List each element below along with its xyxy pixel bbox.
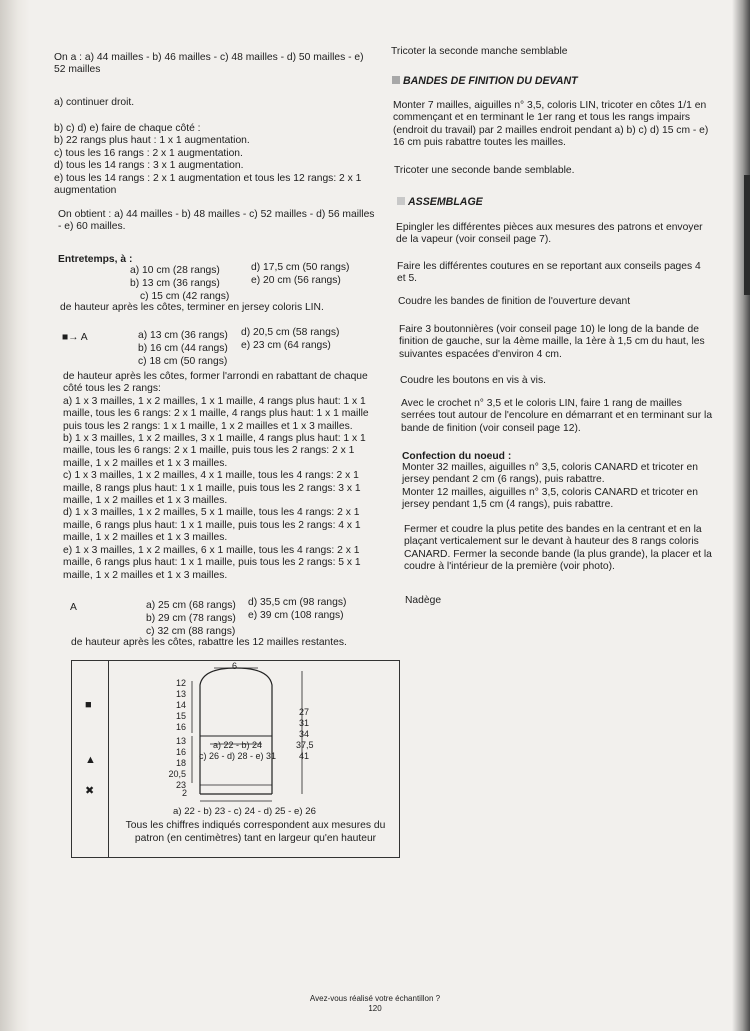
- right-number: 34: [299, 729, 310, 739]
- second-sleeve-text: Tricoter la seconde manche semblable: [391, 46, 568, 57]
- left-number: 16: [175, 722, 186, 732]
- width-label-line1: a) 22 - b) 24: [213, 740, 263, 750]
- text-line: maille, 1 x 2 mailles et 1 x 3 mailles.: [63, 457, 228, 469]
- page-number: 120: [368, 1004, 382, 1013]
- text-line: coudre à l'intérieur de la première (voir photo).: [404, 561, 615, 573]
- arrow-size-d: d) 20,5 cm (58 rangs): [241, 327, 340, 338]
- size-b-height: b) 13 cm (36 rangs): [130, 278, 220, 289]
- text-line: bande de finition (voir conseil page 12).: [401, 422, 581, 434]
- left-number: 13: [175, 736, 186, 746]
- text-line: de hauteur après les côtes, former l'arrondi en rabattant de chaque: [63, 371, 368, 382]
- text-line: c) 1 x 3 mailles, 1 x 2 mailles, 4 x 1 maille, tous les 4 rangs: 2 x 1: [63, 470, 359, 482]
- text-line: maille, 6 rangs plus haut: 1 x 1 maille, puis tous les 2 rangs: 5 x 1: [63, 557, 361, 569]
- armhole-paragraph: [63, 371, 388, 582]
- size-d-height: d) 17,5 cm (50 rangs): [251, 262, 350, 273]
- text-line: maille, 6 rangs plus haut: 1 x 1 maille, puis tous les 2 rangs: 4 x 1: [63, 519, 361, 531]
- second-band-text: Tricoter une seconde bande semblable.: [394, 165, 575, 176]
- left-number: 12: [175, 678, 186, 688]
- text-line: serrées tout autour de l'encolure en démarrant et en terminant sur la: [401, 410, 713, 422]
- arrow-size-b: b) 16 cm (44 rangs): [138, 343, 228, 354]
- text-line: On obtient : a) 44 mailles - b) 48 mailles - c) 52 mailles - d) 56 mailles: [58, 209, 375, 220]
- section-heading-text: ASSEMBLAGE: [408, 196, 483, 208]
- text-line: (endroit du travail) par 2 mailles endroit pendant a) b) c) d) 15 cm - e): [393, 124, 709, 136]
- text-line: suivantes espacées d'environ 4 cm.: [399, 348, 562, 360]
- text-line: 16 cm puis rabattre toutes les mailles.: [393, 137, 566, 149]
- final-size-c: c) 32 cm (88 rangs): [146, 626, 236, 637]
- text-line: maille, 1 x 2 mailles et 1 x 3 mailles.: [63, 532, 228, 544]
- finishing-paragraph: [404, 524, 726, 574]
- cross-symbol-icon: ✖: [85, 785, 95, 797]
- left-number: 20,5: [168, 769, 186, 779]
- rib-height-number: 2: [181, 788, 187, 798]
- text-line: Avec le crochet n° 3,5 et le coloris LIN, faire 1 rang de mailles: [401, 398, 682, 409]
- size-a-height: a) 10 cm (28 rangs): [130, 265, 220, 276]
- left-number: 14: [175, 700, 186, 710]
- text-line: Monter 7 mailles, aiguilles n° 3,5, coloris LIN, tricoter en côtes 1/1 en: [393, 100, 707, 111]
- text-line: a) continuer droit.: [54, 97, 135, 108]
- section-heading-bandes: [392, 75, 578, 87]
- entretemps-heading: Entretemps, à :: [58, 254, 133, 265]
- final-size-b: b) 29 cm (78 rangs): [146, 613, 236, 624]
- assemblage-paragraph-1: [396, 222, 716, 247]
- text-line: commençant et en terminant le 1er rang et tous les rangs impairs: [393, 112, 691, 124]
- text-line: Monter 32 mailles, aiguilles n° 3,5, coloris CANARD et tricoter en: [402, 462, 698, 473]
- noeud-paragraph: [402, 462, 724, 512]
- section-heading-text: BANDES DE FINITION DU DEVANT: [403, 75, 578, 87]
- square-symbol-icon: ■: [85, 699, 92, 711]
- text-line: jersey pendant 1,5 cm (4 rangs), puis rabattre.: [402, 499, 614, 511]
- text-line: plaçant verticalement sur le devant à hauteur des 8 rangs coloris: [404, 536, 699, 548]
- final-after: de hauteur après les côtes, rabattre les 12 mailles restantes.: [71, 637, 347, 648]
- left-number: 18: [175, 758, 186, 768]
- text-line: b) c) d) e) faire de chaque côté :: [54, 123, 201, 134]
- text-line: - e) 60 mailles.: [58, 221, 126, 233]
- intro-paragraph: [54, 52, 386, 77]
- footer-question: Avez-vous réalisé votre échantillon ?: [309, 994, 441, 1003]
- arrow-size-c: c) 18 cm (50 rangs): [138, 356, 228, 367]
- final-size-d: d) 35,5 cm (98 rangs): [248, 597, 347, 608]
- page-edge-shadow: [732, 0, 750, 1031]
- arrow-size-a: a) 13 cm (36 rangs): [138, 330, 228, 341]
- assemblage-paragraph-2: [397, 261, 717, 286]
- text-line: maille, 1 x 2 mailles et 1 x 3 mailles.: [63, 495, 228, 507]
- result-paragraph: [58, 209, 388, 234]
- bandes-paragraph: [393, 100, 713, 150]
- scan-edge: [744, 175, 750, 295]
- final-label: A: [70, 602, 77, 613]
- text-line: puis tous les 2 rangs: 1 x 1 maille, 1 x 2 mailles et 1 x 3 mailles.: [63, 420, 353, 432]
- text-line: a) 1 x 3 mailles, 1 x 2 mailles, 1 x 1 maille, 4 rangs plus haut: 1 x 1: [63, 395, 366, 407]
- text-line: 52 mailles: [54, 64, 101, 76]
- width-label-line2: c) 26 - d) 28 - e) 31: [199, 751, 277, 761]
- page-gutter: [0, 0, 30, 1031]
- text-line: Monter 12 mailles, aiguilles n° 3,5, coloris CANARD et tricoter en: [402, 486, 698, 498]
- buttons-text: Coudre les boutons en vis à vis.: [400, 375, 546, 386]
- top-width-number: 6: [232, 661, 238, 671]
- size-c-height: c) 15 cm (42 rangs): [140, 291, 230, 302]
- right-number: 27: [299, 707, 310, 717]
- left-number: 15: [175, 711, 186, 721]
- increase-paragraph: [54, 123, 386, 197]
- text-line: On a : a) 44 mailles - b) 46 mailles - c) 48 mailles - d) 50 mailles - e): [54, 52, 364, 63]
- text-line: maille, tous les 6 rangs: 2 x 1 maille, puis tous les 2 rangs: 2 x 1: [63, 445, 355, 457]
- size-e-height: e) 20 cm (56 rangs): [251, 275, 341, 286]
- author-signature: Nadège: [405, 595, 442, 606]
- noeud-heading: Confection du noeud :: [402, 451, 512, 462]
- triangle-symbol-icon: ▲: [85, 754, 96, 766]
- text-line: e) 1 x 3 mailles, 1 x 2 mailles, 6 x 1 maille, tous les 4 rangs: 2 x 1: [63, 544, 360, 556]
- text-line: maille, 8 rangs plus haut: 1 x 1 maille, puis tous les 2 rangs: 3 x 1: [63, 482, 361, 494]
- right-number: 37,5: [296, 740, 314, 750]
- text-line: de la vapeur (voir conseil page 7).: [396, 234, 552, 246]
- left-number: 13: [175, 689, 186, 699]
- text-line: b) 22 rangs plus haut : 1 x 1 augmentation.: [54, 135, 250, 147]
- left-number: 16: [175, 747, 186, 757]
- crochet-paragraph: [401, 398, 721, 435]
- final-size-e: e) 39 cm (108 rangs): [248, 610, 344, 621]
- continue-paragraph: [54, 97, 134, 109]
- text-line: jersey pendant 2 cm (6 rangs), puis rabattre.: [402, 474, 605, 486]
- diagram-caption: [112, 820, 399, 845]
- text-line: et 5.: [397, 273, 418, 285]
- assemblage-paragraph-3: Coudre les bandes de finition de l'ouverture devant: [398, 296, 631, 307]
- arrow-label: ■→ A: [62, 332, 88, 343]
- caption-line: Tous les chiffres indiqués correspondent aux mesures du: [125, 820, 386, 831]
- entretemps-after: de hauteur après les côtes, terminer en jersey coloris LIN.: [60, 302, 324, 313]
- text-line: maille, 1 x 2 mailles et 1 x 3 mailles.: [63, 569, 228, 581]
- caption-line: patron (en centimètres) tant en largeur qu'en hauteur: [134, 832, 377, 844]
- section-square-icon: [392, 76, 400, 84]
- text-line: e) tous les 14 rangs : 2 x 1 augmentation et tous les 12 rangs: 2 x 1: [54, 172, 362, 184]
- text-line: Fermer et coudre la plus petite des bandes en la centrant et en la: [404, 524, 702, 535]
- text-line: d) 1 x 3 mailles, 1 x 2 mailles, 5 x 1 maille, tous les 4 rangs: 2 x 1: [63, 507, 360, 519]
- text-line: Faire 3 boutonnières (voir conseil page 10) le long de la bande de: [399, 324, 699, 335]
- text-line: côté tous les 2 rangs:: [63, 383, 161, 395]
- left-number: 23: [175, 780, 186, 790]
- text-line: c) tous les 16 rangs : 2 x 1 augmentation.: [54, 147, 243, 159]
- text-line: Epingler les différentes pièces aux mesures des patrons et envoyer: [396, 222, 703, 233]
- right-number: 31: [299, 718, 310, 728]
- text-line: b) 1 x 3 mailles, 1 x 2 mailles, 3 x 1 maille, 4 rangs plus haut: 1 x 1: [63, 433, 366, 445]
- section-square-icon: [397, 197, 405, 205]
- right-number: 41: [299, 751, 310, 761]
- text-line: augmentation: [54, 185, 117, 197]
- arrow-size-e: e) 23 cm (64 rangs): [241, 340, 331, 351]
- section-heading-assemblage: [397, 196, 483, 208]
- text-line: d) tous les 14 rangs : 3 x 1 augmentation.: [54, 160, 244, 172]
- bottom-width-label: a) 22 - b) 23 - c) 24 - d) 25 - e) 26: [173, 806, 316, 817]
- final-size-a: a) 25 cm (68 rangs): [146, 600, 236, 611]
- text-line: maille, tous les 6 rangs: 2 x 1 maille, 4 rangs plus haut: 1 x 1 maille: [63, 408, 369, 420]
- buttonholes-paragraph: [399, 324, 719, 361]
- text-line: finition de gauche, sur la 4ème maille, la 1ère à 1,5 cm du haut, les: [399, 336, 705, 348]
- text-line: Faire les différentes coutures en se reportant aux conseils pages 4: [397, 261, 701, 272]
- sleeve-pattern-diagram: [71, 660, 400, 858]
- text-line: CANARD. Fermer la seconde bande (la plus grande), la placer et la: [404, 548, 712, 560]
